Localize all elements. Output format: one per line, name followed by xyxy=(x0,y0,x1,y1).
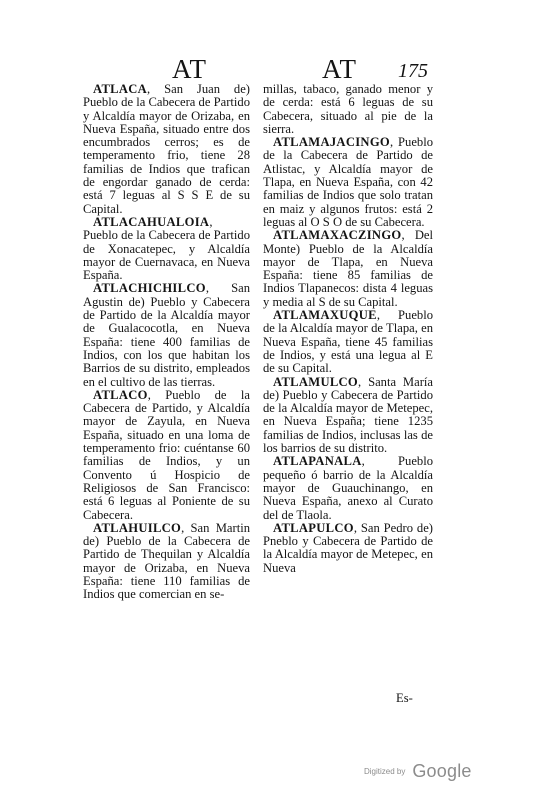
entry-text: , Pueblo pequeño ó barrio de la Alcaldía mayor de Guauchinango, en Nueva España, anexo al Curato del de Tlaola. xyxy=(263,454,433,522)
entry-headword: ATLACHICHILCO xyxy=(93,281,206,296)
watermark-caption: Digitized by xyxy=(364,767,406,776)
catchword: Es- xyxy=(396,691,413,705)
dictionary-entry xyxy=(83,522,250,602)
entry-text: , San Juan de) Pueblo de la Cabecera de Partido y Alcaldía mayor de Orizaba, en Nueva España, situado entre dos encumbrados cerros; es de temperamento frio, tiene 28 familias de Indios que trafican de engordar ganado de cerda: está 7 leguas al S S E de su Capital. xyxy=(83,82,250,216)
entry-text: , Del Monte) Pueblo de la Alcaldía mayor de Tlapa, en Nueva España: tiene 85 familias de Indios Tlapanecos: dista 4 leguas y media al S de su Capital. xyxy=(263,228,433,309)
entry-text: , San Agustin de) Pueblo y Cabecera de Partido de la Alcaldía mayor de Gualacocotla, en Nueva España: tiene 400 familias de Indios, con los que habitan los Barrios de su distrito, empleados en el cultivo de las tierras. xyxy=(83,281,250,389)
page-number: 175 xyxy=(398,60,428,82)
running-head-right: AT xyxy=(322,54,357,84)
entry-headword: ATLACAHUALOIA xyxy=(93,214,210,229)
entry-text: , San Martin de) Pueblo de la Cabecera de Partido de Thequilan y Alcaldía mayor de Orizaba, en Nueva España: tiene 110 familias de Indios que comercian en se- xyxy=(83,520,250,602)
dictionary-entry xyxy=(263,376,433,456)
right-column xyxy=(263,83,433,575)
entry-text: , Pueblo de la Cabecera de Partido, y Alcaldía mayor de Zayula, en Nueva España, situado en una loma de temperamento frio: cuéntanse 60 familias de Indios, y un Convento ú Hospicio de Religiosos de San Francisco: está 6 leguas al Poniente de su Cabecera. xyxy=(83,387,250,522)
entry-headword: ATLACA xyxy=(93,82,148,96)
dictionary-entry xyxy=(263,229,433,309)
running-head-left: AT xyxy=(172,54,207,84)
entry-headword: ATLACO xyxy=(93,387,148,402)
entry-headword: ATLAMULCO xyxy=(273,374,359,389)
entry-headword: ATLAPANALA xyxy=(273,454,362,469)
entry-headword: ATLAMAXACZINGO xyxy=(273,228,402,243)
dictionary-entry xyxy=(83,83,250,216)
google-logo: Google xyxy=(412,761,472,781)
dictionary-entry xyxy=(83,282,250,388)
left-column xyxy=(83,83,250,602)
entry-headword: ATLAHUILCO xyxy=(93,520,182,535)
entry-text: millas, tabaco, ganado menor y de cerda: está 6 leguas de su Cabecera, situado al pie de la sierra. xyxy=(263,82,433,136)
dictionary-entry-continuation xyxy=(263,83,433,136)
entry-text: , Pueblo de la Cabecera de Partido de Atlistac, y Alcaldía mayor de Tlapa, en Nueva España, con 42 familias de Indios que solo tratan en maiz y algunos frutos: está 2 leguas al O S O de su Cabecera. xyxy=(263,135,433,229)
entry-text: , Santa María de) Pueblo y Cabecera de Partido de la Alcaldía mayor de Metepec, en Nueva España; tiene 1235 familias de Indios, inclusas las de los barrios de su distrito. xyxy=(263,374,433,456)
dictionary-entry xyxy=(263,522,433,575)
dictionary-entry xyxy=(263,309,433,375)
dictionary-entry xyxy=(83,216,250,282)
entry-text: , Pueblo de la Alcaldía mayor de Tlapa, en Nueva España, tiene 45 familias de Indios, y está una legua al E de su Capital. xyxy=(263,308,433,376)
entry-headword: ATLAMAXUQUE xyxy=(273,308,377,323)
entry-headword: ATLAMAJACINGO xyxy=(273,135,391,150)
entry-text: , San Pedro de) Pneblo y Cabecera de Partido de la Alcaldía mayor de Metepec, en Nueva xyxy=(263,520,433,575)
dictionary-entry xyxy=(263,136,433,229)
dictionary-entry xyxy=(83,389,250,522)
entry-headword: ATLAPULCO xyxy=(273,520,354,535)
dictionary-entry xyxy=(263,455,433,521)
digitization-watermark xyxy=(364,761,472,782)
entry-text: , Pueblo de la Cabecera de Partido de Xonacatepec, y Alcaldía mayor de Cuernavaca, en Nueva España. xyxy=(83,214,250,283)
